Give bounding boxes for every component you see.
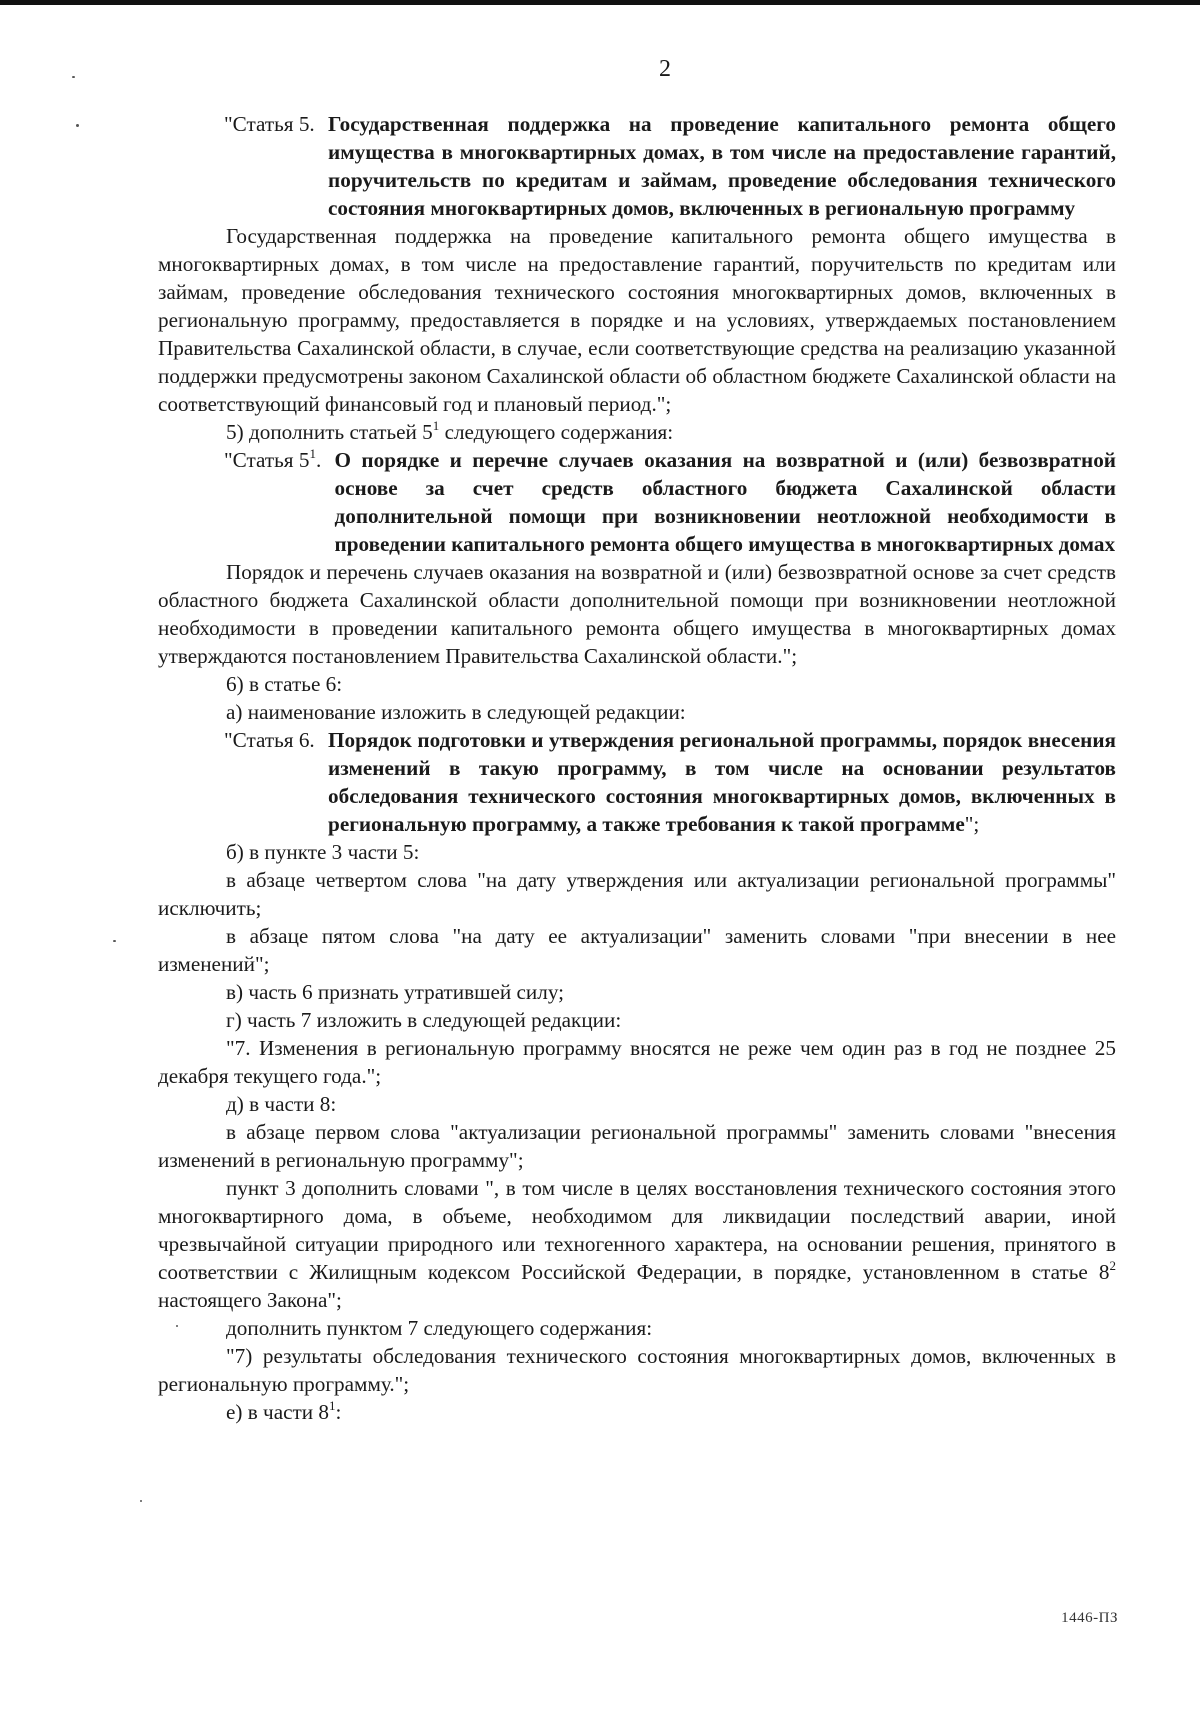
scan-speck (76, 124, 79, 127)
text-run: 5) дополнить статьей 5 (226, 420, 433, 444)
superscript: 1 (432, 418, 440, 433)
paragraph: дополнить пунктом 7 следующего содержания: (226, 1316, 653, 1340)
article-5-heading (158, 110, 1116, 222)
superscript: 1 (309, 446, 316, 461)
text-run: пункт 3 дополнить словами ", в том числе в целях восстановления технического состояния этого многоквартирного дома, в объеме, необходимом для ликвидации последствий аварии, иной чрезвычайной ситуации природного или техногенного характера, на основании решения, принятого в соответствии с Жилищным кодексом Российской Федерации, в порядке, установленном в статье 8 (158, 1176, 1116, 1284)
text-run: "; (964, 812, 980, 836)
text-run: Порядок подготовки и утверждения региональной программы, порядок внесения изменений в такую программу, в том числе на основании результатов обследования технического состояния многоквартирных домов, включенных в региональную программу, а также требования к такой программе (328, 728, 1116, 836)
article-label: "Статья 5. (224, 112, 321, 136)
article-label: "Статья 6. (224, 728, 321, 752)
paragraph: в абзаце пятом слова "на дату ее актуализации" заменить словами "при внесении в нее изменений"; (158, 924, 1116, 976)
paragraph: 6) в статье 6: (226, 672, 343, 696)
text-run: . (315, 448, 327, 472)
document-code: 1446-ПЗ (1061, 1610, 1118, 1626)
article-title: Государственная поддержка на проведение капитального ремонта общего имущества в многоквартирных домах, в том числе на предоставление гарантий, поручительств по кредитам и займам, проведение обследования технического состояния многоквартирных домов, включенных в региональную программу (328, 112, 1116, 220)
paragraph: б) в пункте 3 части 5: (226, 840, 420, 864)
scan-speck (140, 1500, 142, 1502)
paragraph: д) в части 8: (226, 1092, 337, 1116)
paragraph (158, 1398, 1116, 1426)
scan-top-edge (0, 0, 1200, 5)
paragraph: "7) результаты обследования технического состояния многоквартирных домов, включенных в региональную программу."; (158, 1344, 1116, 1396)
paragraph: Порядок и перечень случаев оказания на возвратной и (или) безвозвратной основе за счет средств областного бюджета Сахалинской области дополнительной помощи при возникновении неотложной необходимости в проведении капитального ремонта общего имущества в многоквартирных домах утверждаются постановлением Правительства Сахалинской области."; (158, 560, 1116, 668)
document-body (158, 110, 1116, 1426)
article-label (158, 446, 327, 558)
superscript: 1 (329, 1398, 336, 1413)
paragraph: г) часть 7 изложить в следующей редакции: (226, 1008, 622, 1032)
paragraph: в абзаце четвертом слова "на дату утверждения или актуализации региональной программы" исключить; (158, 868, 1116, 920)
text-run: : (335, 1400, 342, 1424)
text-run: е) в части 8 (226, 1400, 330, 1424)
paragraph (158, 1174, 1116, 1314)
paragraph: а) наименование изложить в следующей редакции: (226, 700, 686, 724)
article-title: О порядке и перечне случаев оказания на возвратной и (или) безвозвратной основе за счет средств областного бюджета Сахалинской области дополнительной помощи при возникновении неотложной необходимости в проведении капитального ремонта общего имущества в многоквартирных домах (334, 448, 1116, 556)
paragraph: в) часть 6 признать утратившей силу; (226, 980, 565, 1004)
superscript: 2 (1109, 1258, 1116, 1273)
text-run: следующего содержания: (439, 420, 674, 444)
text-run: настоящего Закона"; (158, 1288, 342, 1312)
paragraph (158, 418, 1116, 446)
article-5-1-heading (158, 446, 1116, 558)
paragraph: "7. Изменения в региональную программу вносятся не реже чем один раз в год не позднее 25 декабря текущего года."; (158, 1036, 1116, 1088)
paragraph: Государственная поддержка на проведение капитального ремонта общего имущества в многоквартирных домах, в том числе на предоставление гарантий, поручительств по кредитам или займам, проведение обследования технического состояния многоквартирных домов, включенных в региональную программу, предоставляется в порядке и на условиях, утверждаемых постановлением Правительства Сахалинской области, в случае, если соответствующие средства на реализацию указанной поддержки предусмотрены законом Сахалинской области об областном бюджете Сахалинской области на соответствующий финансовый год и плановый период."; (158, 224, 1116, 416)
page-number: 2 (659, 56, 671, 82)
text-run: "Статья 5 (224, 448, 310, 472)
paragraph: в абзаце первом слова "актуализации региональной программы" заменить словами "внесения изменений в региональную программу"; (158, 1120, 1116, 1172)
article-title (320, 726, 1116, 838)
article-6-heading (158, 726, 1116, 838)
scan-speck (113, 940, 116, 942)
